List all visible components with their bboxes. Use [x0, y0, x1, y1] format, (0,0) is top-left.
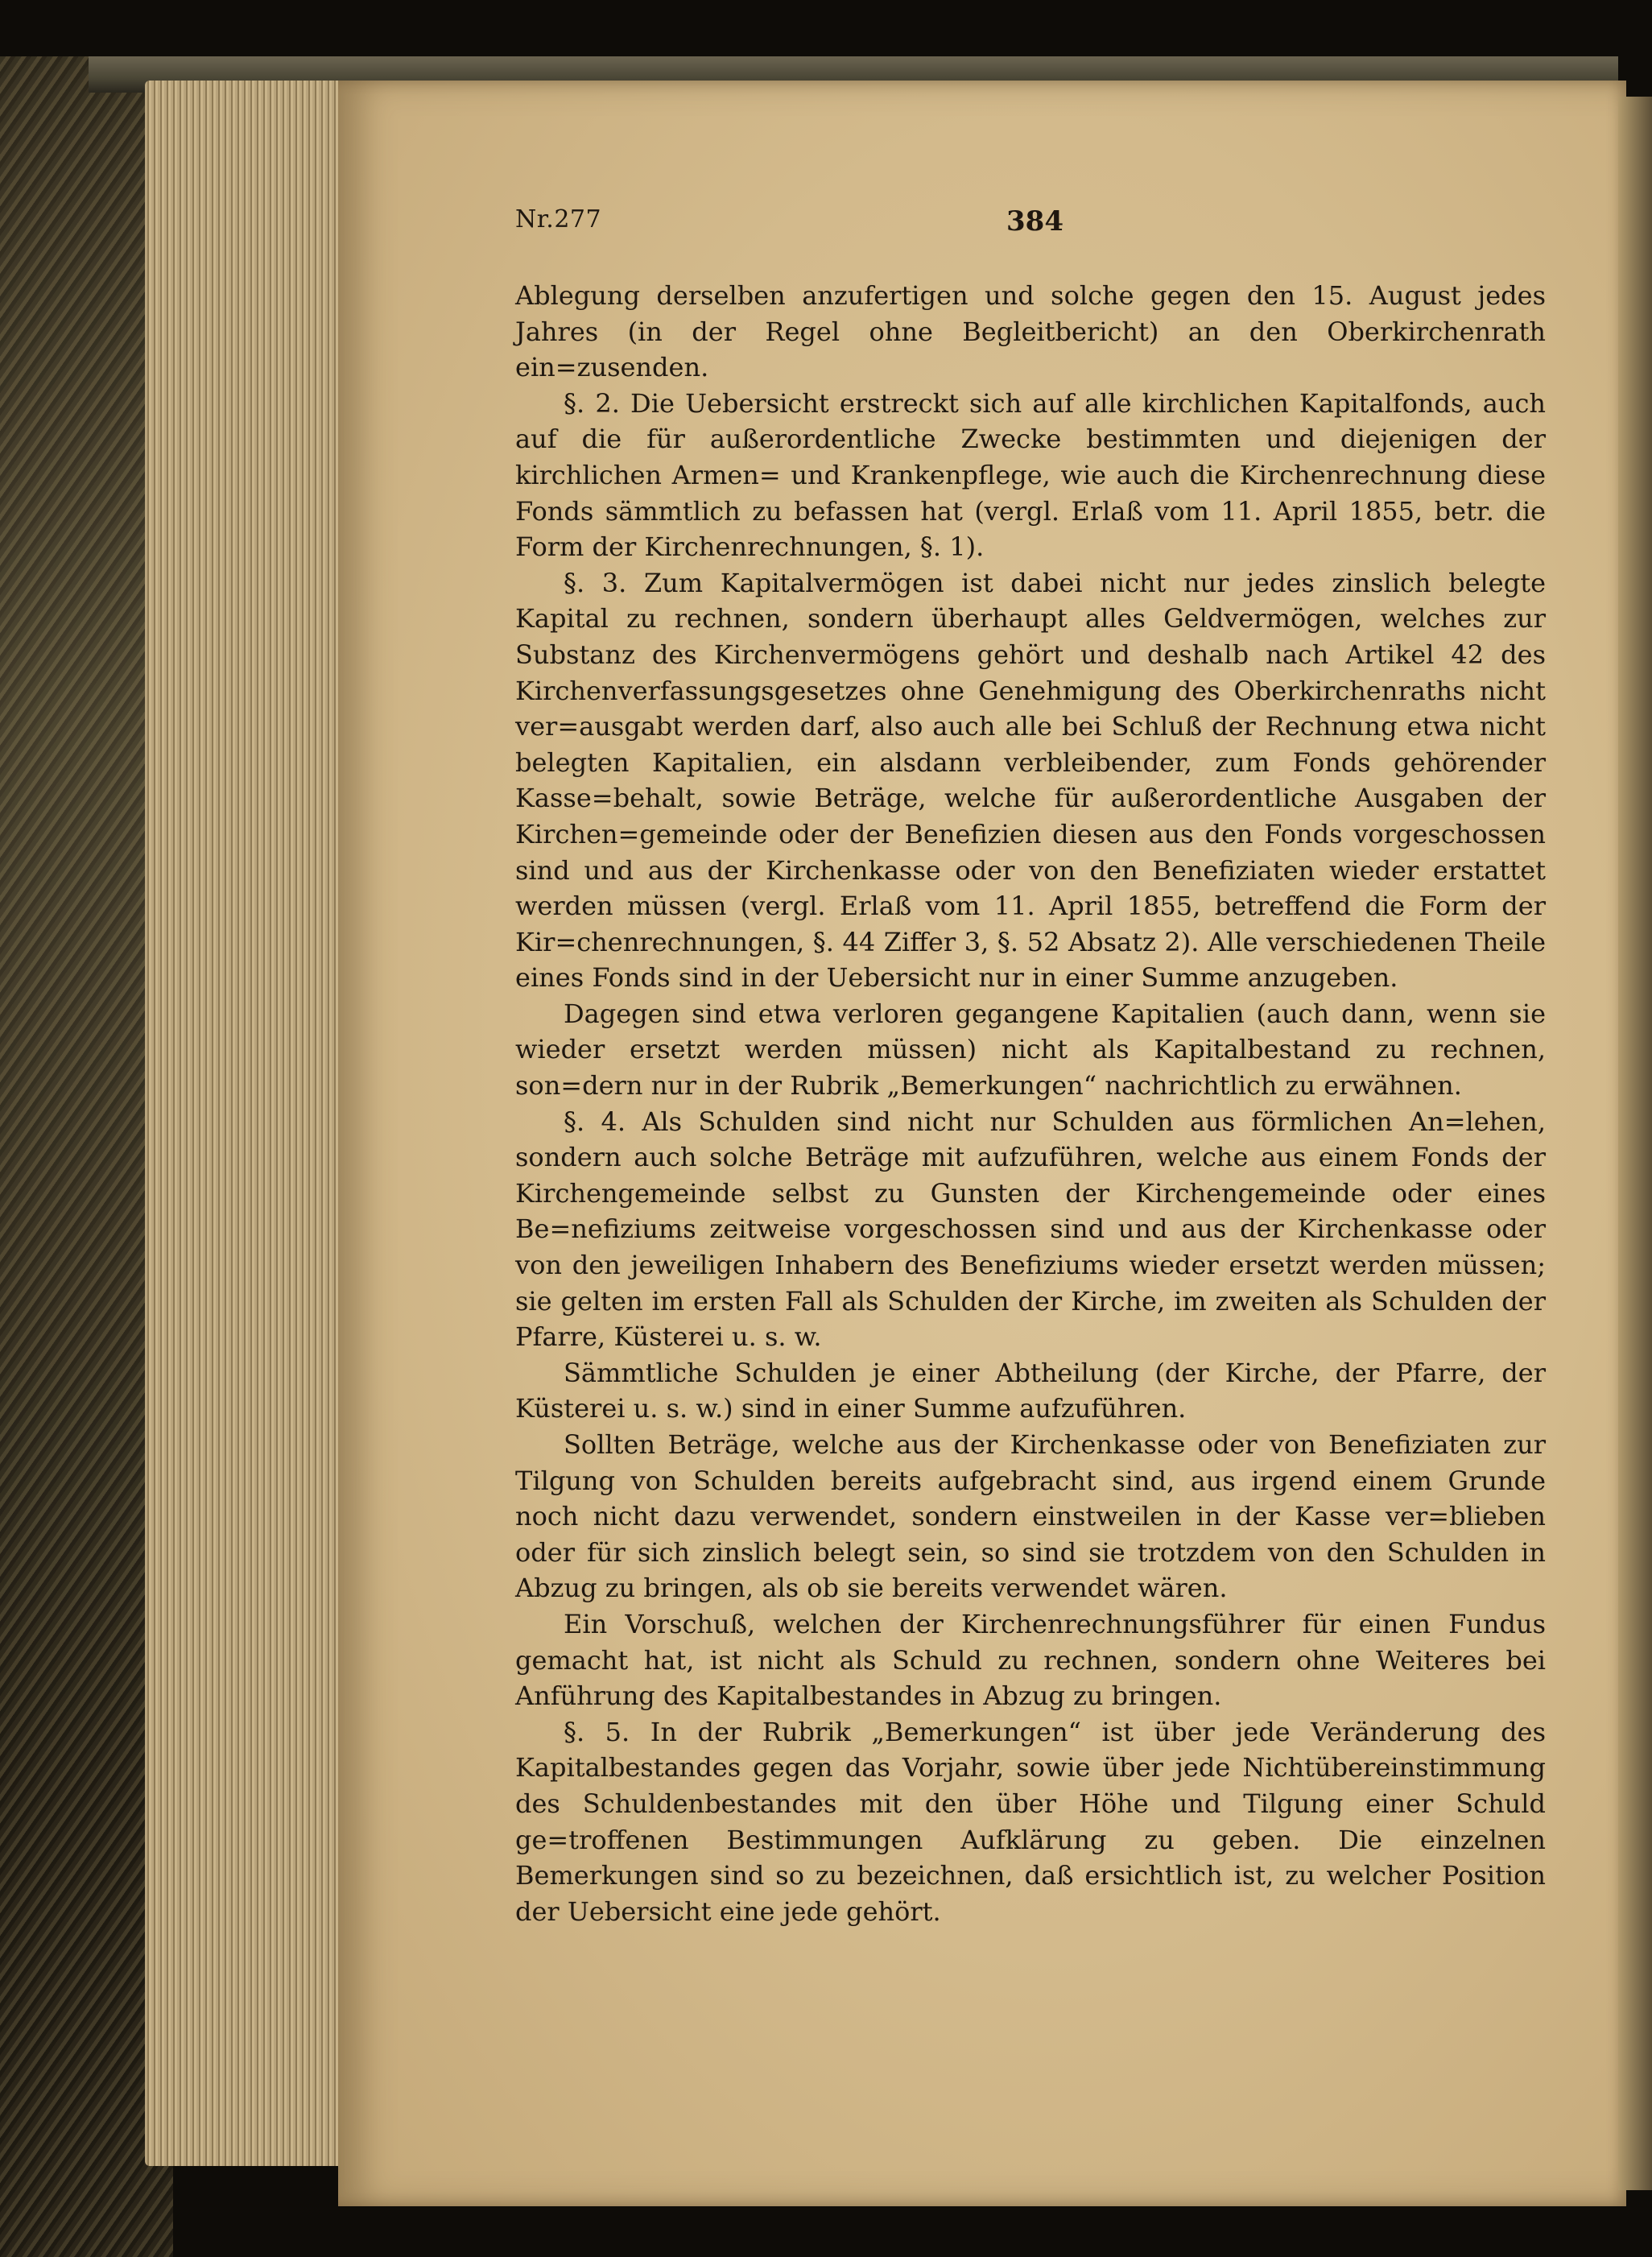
page-edges	[145, 81, 362, 2166]
paragraph: §. 5. In der Rubrik „Bemerkungen“ ist über jede Veränderung des Kapitalbestandes gegen das Vorjahr, sowie über jede Nichtübereinstimmung des Schuldenbestandes mit den über Höhe und Tilgung einer Schuld ge=troffenen Bestimmungen Aufklärung zu geben. Die einzelnen Bemerkungen sind so zu bezeichnen, daß ersichtlich ist, zu welcher Position der Uebersicht eine jede gehört.	[515, 1716, 1546, 1927]
body-text	[515, 278, 1546, 1929]
paragraph: §. 3. Zum Kapitalvermögen ist dabei nicht nur jedes zinslich belegte Kapital zu rechnen, sondern überhaupt alles Geldvermögen, welches zur Substanz des Kirchenvermögens gehört und deshalb nach Artikel 42 des Kirchenverfassungsgesetzes ohne Genehmigung des Oberkirchenraths nicht ver=ausgabt werden darf, also auch alle bei Schluß der Rechnung etwa nicht belegten Kapitalien, ein alsdann verbleibender, zum Fonds gehörender Kasse=behalt, sowie Beträge, welche für außerordentliche Ausgaben der Kirchen=gemeinde oder der Benefizien diesen aus den Fonds vorgeschossen sind und aus der Kirchenkasse oder von den Benefiziaten wieder erstattet werden müssen (vergl. Erlaß vom 11. April 1855, betreffend die Form der Kir=chenrechnungen, §. 44 Ziffer 3, §. 52 Absatz 2). Alle verschiedenen Theile eines Fonds sind in der Uebersicht nur in einer Summe anzugeben.	[515, 567, 1546, 994]
running-header	[515, 205, 1546, 246]
paragraph: §. 2. Die Uebersicht erstreckt sich auf alle kirchlichen Kapitalfonds, auch auf die für außerordentliche Zwecke bestimmten und diejenigen der kirchlichen Armen= und Krankenpflege, wie auch die Kirchenrechnung diese Fonds sämmtlich zu befassen hat (vergl. Erlaß vom 11. April 1855, betr. die Form der Kirchenrechnungen, §. 1).	[515, 387, 1546, 563]
page-content	[515, 205, 1546, 1929]
paragraph: Ablegung derselben anzufertigen und solche gegen den 15. August jedes Jahres (in der Regel ohne Begleitbericht) an den Oberkirchenrath ein=zusenden.	[515, 280, 1546, 383]
page-right-edge	[1618, 97, 1652, 2190]
paragraph: Sämmtliche Schulden je einer Abtheilung (der Kirche, der Pfarre, der Küsterei u. s. w.) sind in einer Summe aufzuführen.	[515, 1357, 1546, 1424]
paragraph: §. 4. Als Schulden sind nicht nur Schulden aus förmlichen An=lehen, sondern auch solche Beträge mit aufzuführen, welche aus einem Fonds der Kirchengemeinde selbst zu Gunsten der Kirchengemeinde oder eines Be=nefiziums zeitweise vorgeschossen sind und aus der Kirchenkasse oder von den jeweiligen Inhabern des Benefiziums wieder ersetzt werden müssen; sie gelten im ersten Fall als Schulden der Kirche, im zweiten als Schulden der Pfarre, Küsterei u. s. w.	[515, 1106, 1546, 1353]
paragraph: Ein Vorschuß, welchen der Kirchenrechnungsführer für einen Fundus gemacht hat, ist nicht als Schuld zu rechnen, sondern ohne Weiteres bei Anführung des Kapitalbestandes in Abzug zu bringen.	[515, 1608, 1546, 1712]
paragraph: Sollten Beträge, welche aus der Kirchenkasse oder von Benefiziaten zur Tilgung von Schulden bereits aufgebracht sind, aus irgend einem Grunde noch nicht dazu verwendet, sondern einstweilen in der Kasse ver=blieben oder für sich zinslich belegt sein, so sind sie trotzdem von den Schulden in Abzug zu bringen, als ob sie bereits verwendet wären.	[515, 1429, 1546, 1604]
paragraph: Dagegen sind etwa verloren gegangene Kapitalien (auch dann, wenn sie wieder ersetzt werden müssen) nicht als Kapitalbestand zu rechnen, son=dern nur in der Rubrik „Bemerkungen“ nachrichtlich zu erwähnen.	[515, 998, 1546, 1102]
document-number: Nr.277	[515, 205, 602, 234]
page-number: 384	[1006, 205, 1063, 238]
